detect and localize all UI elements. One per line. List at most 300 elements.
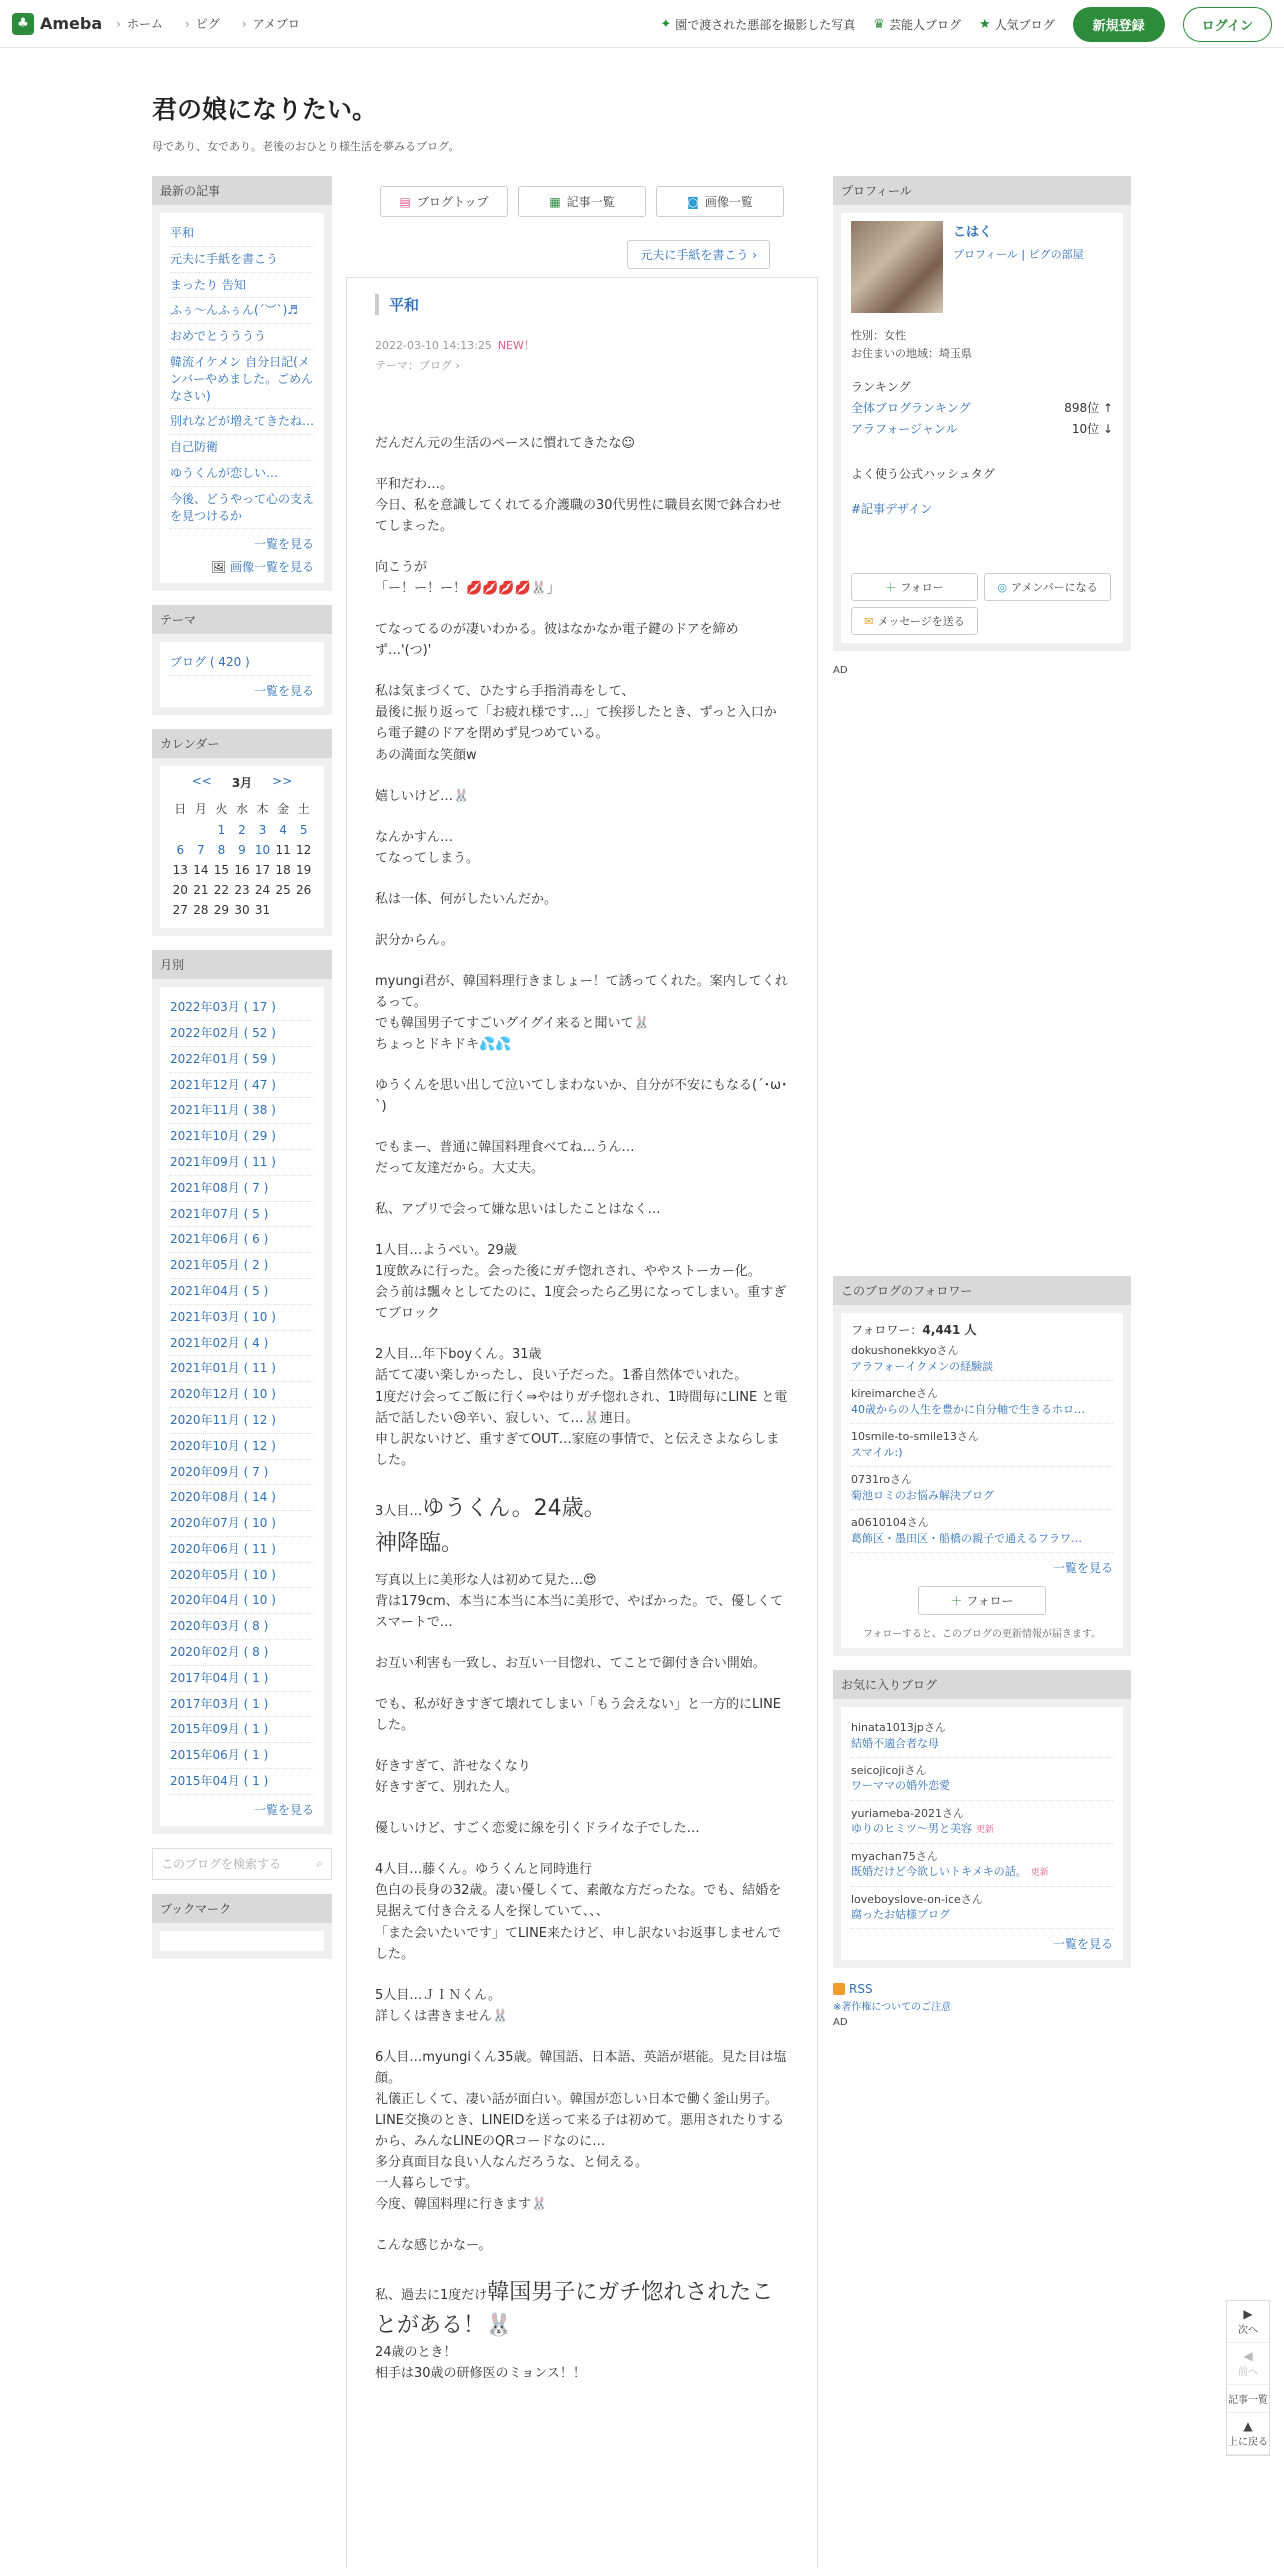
article-line: てなってるのが凄いわかる。彼はなかなか電子鍵のドアを締めず…'(つ)' (375, 622, 739, 659)
favorite-blog[interactable]: 既婚だけど今欲しいトキメキの話。 (851, 1865, 1027, 1879)
article-line: 「ー！ー！ー！💋💋💋💋🐰」 (375, 581, 560, 597)
follow-button-bottom[interactable] (918, 1586, 1046, 1615)
article-paragraph (375, 2342, 789, 2384)
article-title[interactable]: 平和 (375, 294, 789, 315)
list-item[interactable] (170, 1485, 314, 1511)
list-icon: ▦ (549, 194, 561, 209)
latest-article-link[interactable]: 平和 (170, 226, 195, 240)
image-list-button[interactable] (656, 186, 784, 217)
list-item[interactable] (170, 1073, 314, 1099)
follower-user: 10smile-to-smile13さん (851, 1429, 979, 1443)
follower-user: 0731roさん (851, 1472, 913, 1486)
header-link-celebrity[interactable] (873, 16, 961, 33)
theme-more-link[interactable] (170, 682, 314, 699)
profile-name[interactable]: こはく (953, 225, 993, 240)
profile-summary (851, 221, 1113, 313)
favorite-blog[interactable]: 結婚不適合者な母 (851, 1736, 939, 1750)
article-big-text: 神降臨。 (375, 1531, 464, 1557)
list-item[interactable] (170, 1176, 314, 1202)
calendar-day-link[interactable]: 7 (197, 843, 205, 858)
calendar-day[interactable] (211, 820, 232, 840)
camera-icon: ◙ (687, 194, 699, 209)
follow-note: フォローすると、このブログの更新情報が届きます。 (862, 1628, 1102, 1640)
article-list-label: 記事一覧 (566, 195, 615, 209)
article-list-button[interactable] (518, 186, 646, 217)
calendar-day: 25 (275, 883, 291, 898)
plus-icon: ＋ (950, 1593, 963, 1608)
favorites-body (841, 1707, 1123, 1961)
amember-icon: ◎ (997, 580, 1008, 594)
list-item[interactable] (170, 1408, 314, 1434)
latest-article-link[interactable]: 今後、どうやって心の支えを見つけるか (170, 491, 315, 523)
list-item[interactable] (170, 487, 314, 530)
list-item[interactable] (170, 247, 314, 273)
ranking-row (851, 399, 1113, 416)
list-item[interactable] (170, 1202, 314, 1228)
favorite-item[interactable] (851, 1844, 1113, 1887)
calendar-heading: カレンダー (152, 729, 332, 758)
article-line: 1度だけ会ってご飯に行く⇒やはりガチ惚れされ、1時間毎にLINE と電話で話したい😢辛い、寂しい、て…🐰連日。 (375, 1389, 788, 1426)
calendar-week (170, 880, 314, 900)
calendar-day-link[interactable]: 8 (217, 843, 226, 858)
article-line: なんかすん… (375, 829, 454, 845)
rss-link[interactable] (833, 1982, 1131, 1996)
follower-item[interactable] (851, 1338, 1113, 1381)
calendar-prev-button[interactable]: << (191, 774, 212, 789)
favorite-blog[interactable]: ワーママの婚外恋愛 (851, 1779, 950, 1793)
latest-article-link[interactable]: 別れなどが増えてきたね… (170, 414, 315, 429)
article-highlight (375, 2276, 789, 2342)
list-item[interactable] (170, 1098, 314, 1124)
calendar-day[interactable] (191, 840, 212, 860)
latest-more-label[interactable]: 一覧を見る (253, 537, 314, 552)
list-item[interactable] (170, 1434, 314, 1460)
calendar-box (152, 729, 332, 936)
article-line: 「また会いたいです」てLINE来たけど、申し訳ないお返事しませんでした。 (375, 1925, 782, 1962)
list-item[interactable] (170, 1563, 314, 1589)
calendar-day (273, 900, 294, 920)
calendar-day: 28 (193, 903, 209, 918)
calendar-month: 3月 (231, 776, 253, 791)
article-line: 6人目…myungiくん35歳。韓国語、日本語、英語が堪能。見た目は塩顔。 (375, 2049, 787, 2086)
monthly-archive-link[interactable]: 2020年11月 ( 12 ) (170, 1412, 276, 1427)
article-list-float-label: 記事一覧 (1228, 2395, 1268, 2406)
monthly-archive-link[interactable]: 2022年01月 ( 59 ) (170, 1051, 276, 1066)
list-item[interactable] (170, 409, 314, 435)
weekday: 木 (256, 802, 269, 817)
list-item[interactable] (170, 1382, 314, 1408)
followers-count (851, 1321, 1113, 1338)
overall-ranking-link[interactable]: 全体ブログランキング (851, 401, 971, 416)
favorite-item[interactable] (851, 1758, 1113, 1801)
list-item[interactable] (170, 1692, 314, 1718)
favorite-blog[interactable]: ゆりのヒミツ〜男と美容 (851, 1822, 972, 1836)
latest-article-link[interactable]: 自己防衛 (170, 440, 219, 455)
monthly-archive-link[interactable]: 2021年06月 ( 6 ) (170, 1232, 269, 1247)
list-item[interactable] (170, 273, 314, 299)
message-button[interactable] (851, 607, 978, 635)
list-item[interactable] (170, 650, 314, 676)
right-sidebar (833, 176, 1131, 2028)
monthly-archive-link[interactable]: 2020年12月 ( 10 ) (170, 1387, 276, 1402)
article-line: だんだん元の生活のペースに慣れてきたな☺ (375, 436, 635, 451)
nav-pigg[interactable]: › ピグ (185, 15, 220, 32)
article-line: あの満面な笑顔w (375, 747, 477, 763)
followers-more-label[interactable]: 一覧を見る (1052, 1560, 1113, 1575)
article-paragraph (375, 681, 789, 765)
monthly-more-label[interactable]: 一覧を見る (253, 1802, 314, 1817)
followers-more-link[interactable] (851, 1559, 1113, 1576)
article-paragraph (375, 1985, 789, 2027)
monthly-archive-link[interactable]: 2021年01月 ( 11 ) (170, 1361, 276, 1376)
calendar-day-link[interactable]: 5 (299, 823, 308, 838)
calendar-day: 16 (234, 863, 250, 878)
calendar-day: 18 (275, 863, 291, 878)
ad-space (833, 676, 1131, 1276)
article-theme-label: テーマ：ブログ (375, 359, 452, 372)
pigg-room-link[interactable]: ピグの部屋 (1028, 248, 1084, 261)
favorite-user: myachan75さん (851, 1849, 938, 1863)
hashtag-link[interactable]: #記事デザイン (851, 502, 933, 517)
floating-nav (1226, 2300, 1270, 2456)
monthly-archive-link[interactable]: 2021年02月 ( 4 ) (170, 1335, 269, 1350)
follower-user: dokushonekkyoさん (851, 1344, 959, 1358)
article-body (375, 433, 789, 2384)
left-sidebar (152, 176, 332, 1973)
calendar-day[interactable] (211, 840, 232, 860)
list-item[interactable] (170, 1717, 314, 1743)
ameba-logo-text: Ameba (40, 14, 103, 33)
list-item[interactable] (170, 435, 314, 461)
blog-icon: ▤ (399, 194, 411, 209)
main-content (346, 176, 818, 2568)
list-item[interactable] (170, 1279, 314, 1305)
follower-user: a0610104さん (851, 1515, 929, 1529)
latest-articles-body (160, 213, 324, 583)
article-line: 私は気まづくて、ひたすら手指消毒をして、 (375, 684, 635, 700)
list-item[interactable] (170, 1305, 314, 1331)
calendar-day: 30 (234, 903, 250, 918)
calendar-day-link[interactable]: 10 (254, 843, 271, 858)
monthly-archive-link[interactable]: 2020年10月 ( 12 ) (170, 1438, 276, 1453)
article-highlight (375, 1491, 789, 1562)
calendar-day: 24 (254, 883, 271, 898)
monthly-archive-link[interactable]: 2015年09月 ( 1 ) (170, 1722, 269, 1737)
follow-label: フォロー (900, 581, 944, 595)
calendar-next-button[interactable]: >> (272, 774, 293, 789)
article-meta (375, 337, 789, 353)
article-line: 申し訳ないけど、重すぎてOUT…家庭の事情で、と伝えさよならしました。 (375, 1431, 780, 1468)
follower-item[interactable] (851, 1510, 1113, 1553)
article-line: 詳しくは書きません🐰 (375, 2008, 509, 2024)
latest-articles-list (170, 221, 314, 529)
back-to-top-button[interactable] (1227, 2413, 1269, 2455)
profile-body (841, 213, 1123, 643)
article-paragraph (375, 1570, 789, 1633)
next-article-label: 元夫に手紙を書こう (640, 248, 749, 262)
profile-gender: 性別：女性 (851, 329, 906, 342)
bookmark-heading: ブックマーク (152, 1894, 332, 1923)
list-item[interactable] (170, 1331, 314, 1357)
list-item[interactable] (170, 1537, 314, 1563)
monthly-more-link[interactable] (170, 1801, 314, 1818)
weekday: 月 (194, 802, 207, 817)
header-link-photo[interactable] (660, 16, 855, 33)
calendar-day[interactable] (232, 820, 253, 840)
calendar-day-link[interactable]: 1 (217, 823, 226, 838)
article-line: でも、私が好きすぎて壊れてしまい「もう会えない」と一方的にLINEした。 (375, 1697, 782, 1734)
nav-home[interactable]: › ホーム (116, 15, 163, 32)
favorite-user: yuriameba-2021さん (851, 1806, 964, 1820)
monthly-list (170, 995, 314, 1795)
copyright-link[interactable]: ※著作権についてのご注意 (833, 2002, 952, 2014)
article-paragraph (375, 474, 789, 537)
register-button[interactable]: 新規登録 (1073, 7, 1165, 42)
article-line: 24歳のとき！ (375, 2345, 457, 2361)
article-line: 背は179cm、本当に本当に本当に美形で、やばかった。で、優しくてスマートで… (375, 1593, 784, 1631)
monthly-archive-link[interactable]: 2021年04月 ( 5 ) (170, 1283, 269, 1298)
followers-box (833, 1276, 1131, 1655)
follower-item[interactable] (851, 1467, 1113, 1510)
monthly-body (160, 987, 324, 1826)
followers-heading: このブログのフォロワー (833, 1276, 1131, 1305)
list-item[interactable] (170, 1253, 314, 1279)
list-item[interactable] (170, 1614, 314, 1640)
latest-article-link[interactable]: ふぅ〜んふぅん(´︶`)♬ (170, 303, 299, 318)
next-article-button[interactable] (627, 240, 770, 269)
latest-article-link[interactable]: ゆうくんが恋しい… (170, 465, 279, 480)
list-item[interactable] (170, 350, 314, 409)
calendar-day-link[interactable]: 3 (258, 823, 267, 838)
genre-ranking-link[interactable]: アラフォージャンル (851, 422, 958, 437)
article-paragraph (375, 1694, 789, 1736)
list-item[interactable] (170, 1021, 314, 1047)
nav-ameblo[interactable]: › アメブロ (242, 15, 300, 32)
calendar-week (170, 840, 314, 860)
article-list-float-button[interactable] (1227, 2385, 1269, 2413)
prev-label: 前へ (1238, 2367, 1258, 2378)
article-line: 今日、私を意識してくれてる介護職の30代男性に職員玄関で鉢合わせてしまった。 (375, 498, 782, 535)
calendar-day[interactable] (252, 820, 273, 840)
monthly-archive-link[interactable]: 2020年03月 ( 8 ) (170, 1619, 269, 1634)
plus-icon: ＋ (885, 581, 897, 595)
theme-body (160, 642, 324, 707)
calendar-day: 26 (296, 883, 312, 898)
ameba-logo-icon: ♣ (12, 13, 34, 35)
latest-article-link[interactable]: 元夫に手紙を書こう (170, 251, 279, 266)
list-item[interactable] (170, 1588, 314, 1614)
favorite-item[interactable] (851, 1801, 1113, 1844)
follower-blog[interactable]: 菊池ロミのお悩み解決ブログ (851, 1488, 994, 1502)
favorites-more-link[interactable] (851, 1935, 1113, 1952)
article-line: 4人目…藤くん。ゆうくんと同時進行 (375, 1862, 593, 1878)
list-item[interactable] (170, 1227, 314, 1253)
monthly-archive-link[interactable]: 2021年09月 ( 11 ) (170, 1154, 276, 1169)
list-item[interactable] (170, 221, 314, 247)
follower-item[interactable] (851, 1424, 1113, 1467)
calendar-day[interactable] (170, 840, 191, 860)
favorite-user: loveboyslove-on-iceさん (851, 1892, 983, 1906)
article-line: 5人目…ＪＩＮくん。 (375, 1987, 502, 2003)
list-item[interactable] (170, 324, 314, 350)
monthly-archive-link[interactable]: 2022年02月 ( 52 ) (170, 1025, 276, 1040)
profile-link[interactable]: プロフィール (953, 248, 1018, 261)
monthly-archive-link[interactable]: 2017年04月 ( 1 ) (170, 1670, 269, 1685)
next-button[interactable] (1227, 2301, 1269, 2343)
favorites-more-label[interactable]: 一覧を見る (1052, 1937, 1113, 1952)
calendar-day-link[interactable]: 2 (238, 823, 246, 838)
monthly-archive-link[interactable]: 2017年03月 ( 1 ) (170, 1696, 269, 1711)
list-item[interactable] (170, 1511, 314, 1537)
calendar-day: 29 (213, 903, 230, 918)
monthly-archive-link[interactable]: 2021年07月 ( 5 ) (170, 1206, 269, 1221)
calendar-day: 20 (172, 883, 188, 898)
blog-top-button[interactable] (380, 186, 508, 217)
latest-article-link[interactable]: おめでとうううう (170, 329, 267, 344)
blog-nav-buttons (346, 186, 818, 217)
list-item[interactable] (170, 995, 314, 1021)
blog-top-label: ブログトップ (416, 195, 489, 209)
login-button[interactable]: ログイン (1183, 7, 1272, 42)
monthly-archive-link[interactable]: 2020年09月 ( 7 ) (170, 1464, 269, 1479)
calendar-day[interactable] (293, 820, 314, 840)
blog-title[interactable]: 君の娘になりたい。 (152, 95, 378, 124)
theme-link[interactable]: ブログ ( 420 ) (170, 655, 250, 670)
monthly-archive-link[interactable]: 2020年06月 ( 11 ) (170, 1541, 276, 1556)
global-header (0, 0, 1284, 48)
calendar-day: 14 (193, 863, 209, 878)
list-item[interactable] (170, 1124, 314, 1150)
list-item[interactable] (170, 1047, 314, 1073)
followers-count-value: 4,441 人 (922, 1323, 977, 1338)
monthly-archive-link[interactable]: 2020年07月 ( 10 ) (170, 1516, 276, 1531)
monthly-archive-link[interactable]: 2022年03月 ( 17 ) (170, 1000, 276, 1015)
monthly-archive-link[interactable]: 2021年05月 ( 2 ) (170, 1258, 269, 1273)
favorite-item[interactable] (851, 1715, 1113, 1758)
back-icon: ◀ (1243, 2349, 1253, 2363)
follower-blog[interactable]: アラフォーイクメンの経験談 (851, 1360, 994, 1374)
follower-blog[interactable]: 40歳からの人生を豊かに自分軸で生きるホロ… (851, 1403, 1085, 1416)
search-icon[interactable]: ⌕ (316, 1856, 323, 1871)
calendar-day[interactable] (273, 820, 294, 840)
latest-articles-heading: 最新の記事 (152, 176, 332, 205)
calendar-weekdays (170, 797, 314, 820)
article-line: でもまー、普通に韓国料理食べてね…うん… (375, 1140, 635, 1156)
calendar-day: 22 (213, 883, 230, 898)
image-list-label[interactable]: 画像一覧を見る (229, 560, 314, 575)
avatar[interactable] (851, 221, 943, 313)
calendar-day (293, 900, 314, 920)
list-item[interactable] (170, 1356, 314, 1382)
calendar-week (170, 860, 314, 880)
calendar-day-link[interactable]: 9 (238, 843, 246, 858)
blog-search-placeholder: このブログを検索する (161, 1857, 282, 1872)
article-line: 2人目…年下boyくん。31歳 (375, 1347, 542, 1363)
calendar-day: 13 (172, 863, 188, 878)
article-line: 私は一体、何がしたいんだか。 (375, 891, 558, 907)
article-paragraph (375, 1199, 789, 1220)
prev-button[interactable] (1227, 2343, 1269, 2385)
monthly-archive-link[interactable]: 2020年08月 ( 14 ) (170, 1490, 276, 1505)
favorite-item[interactable] (851, 1887, 1113, 1930)
list-item[interactable] (170, 1150, 314, 1176)
ranking-heading: ランキング (851, 380, 911, 395)
monthly-archive-link[interactable]: 2015年06月 ( 1 ) (170, 1748, 269, 1763)
article-line: 色白の長身の32歳。凄い優しくて、素敵な方だったな。でも、結婚を見据えて付き合える人を探していて、、、 (375, 1883, 782, 1920)
monthly-archive-link[interactable]: 2021年10月 ( 29 ) (170, 1129, 276, 1144)
list-item[interactable] (170, 1743, 314, 1769)
article-line: myungi君が、韓国料理行きましょー！て誘ってくれた。案内してくれるって。 (375, 973, 788, 1010)
latest-more-link[interactable] (170, 535, 314, 552)
follower-item[interactable] (851, 1381, 1113, 1424)
follow-button[interactable] (851, 573, 978, 601)
article-line: てなってしまう。 (375, 850, 480, 866)
article-line: 平和だわ…。 (375, 477, 454, 493)
monthly-archive-link[interactable]: 2021年12月 ( 47 ) (170, 1077, 276, 1092)
favorite-blog[interactable]: 腐ったお姑様ブログ (851, 1908, 950, 1922)
chevron-right-icon: › (752, 248, 757, 262)
envelope-icon: ✉ (864, 614, 874, 628)
image-list-link[interactable] (170, 558, 314, 575)
article-line: 優しいけど、すごく恋愛に線を引くドライな子でした… (375, 1821, 700, 1837)
amember-button[interactable] (984, 573, 1111, 601)
calendar-day[interactable] (232, 840, 253, 860)
calendar-day-link[interactable]: 4 (279, 823, 287, 838)
article-big-text: ゆうくん。24歳。 (422, 1495, 606, 1521)
profile-links: プロフィール | ピグの部屋 (953, 248, 1084, 261)
message-label: メッセージを送る (877, 615, 965, 629)
latest-articles-box (152, 176, 332, 591)
list-item[interactable] (170, 461, 314, 487)
header-right (660, 0, 1272, 48)
article-line: 礼儀正しくて、凄い話が面白い。韓国が恋しい日本で働く釜山男子。 (375, 2091, 778, 2107)
article-theme[interactable] (375, 357, 789, 373)
blog-description: 母であり、女であり。老後のおひとり様生活を夢みるブログ。 (152, 140, 460, 153)
monthly-archive-link[interactable]: 2021年11月 ( 38 ) (170, 1103, 276, 1118)
latest-article-link[interactable]: まったり 告知 (170, 277, 246, 292)
list-item[interactable] (170, 1666, 314, 1692)
theme-list (170, 650, 314, 676)
list-item[interactable] (170, 1460, 314, 1486)
theme-more-label[interactable]: 一覧を見る (253, 684, 314, 699)
article-line: 今度、韓国料理に行きます🐰 (375, 2197, 548, 2213)
list-item[interactable] (170, 1769, 314, 1795)
list-item[interactable] (170, 1640, 314, 1666)
monthly-archive-link[interactable]: 2020年05月 ( 10 ) (170, 1567, 276, 1582)
calendar-day-link[interactable]: 6 (176, 843, 185, 858)
calendar-week (170, 900, 314, 920)
weekday: 火 (215, 802, 228, 817)
latest-article-link[interactable]: 韓流イケメン 自分日記(メンバーやめました。ごめんなさい) (170, 354, 314, 403)
blog-search-input[interactable] (152, 1848, 332, 1880)
monthly-archive-link[interactable]: 2020年04月 ( 10 ) (170, 1593, 276, 1608)
follower-blog[interactable]: 葛飾区・墨田区・船橋の親子で通えるフラワ… (851, 1531, 1082, 1545)
calendar-week (170, 820, 314, 840)
ameba-logo[interactable] (12, 13, 102, 35)
profile-box (833, 176, 1131, 651)
list-item[interactable] (170, 298, 314, 324)
header-link-celebrity-label: 芸能人ブログ (888, 17, 961, 32)
monthly-archive-link[interactable]: 2021年03月 ( 10 ) (170, 1309, 276, 1324)
follower-blog[interactable]: スマイル:) (851, 1445, 903, 1459)
favorite-user: hinata1013jpさん (851, 1720, 946, 1734)
ranking-row (851, 420, 1113, 437)
monthly-archive-link[interactable]: 2015年04月 ( 1 ) (170, 1774, 269, 1789)
monthly-archive-link[interactable]: 2021年08月 ( 7 ) (170, 1180, 269, 1195)
monthly-archive-link[interactable]: 2020年02月 ( 8 ) (170, 1645, 269, 1660)
calendar-day[interactable] (252, 840, 273, 860)
header-link-popular[interactable] (979, 16, 1055, 33)
